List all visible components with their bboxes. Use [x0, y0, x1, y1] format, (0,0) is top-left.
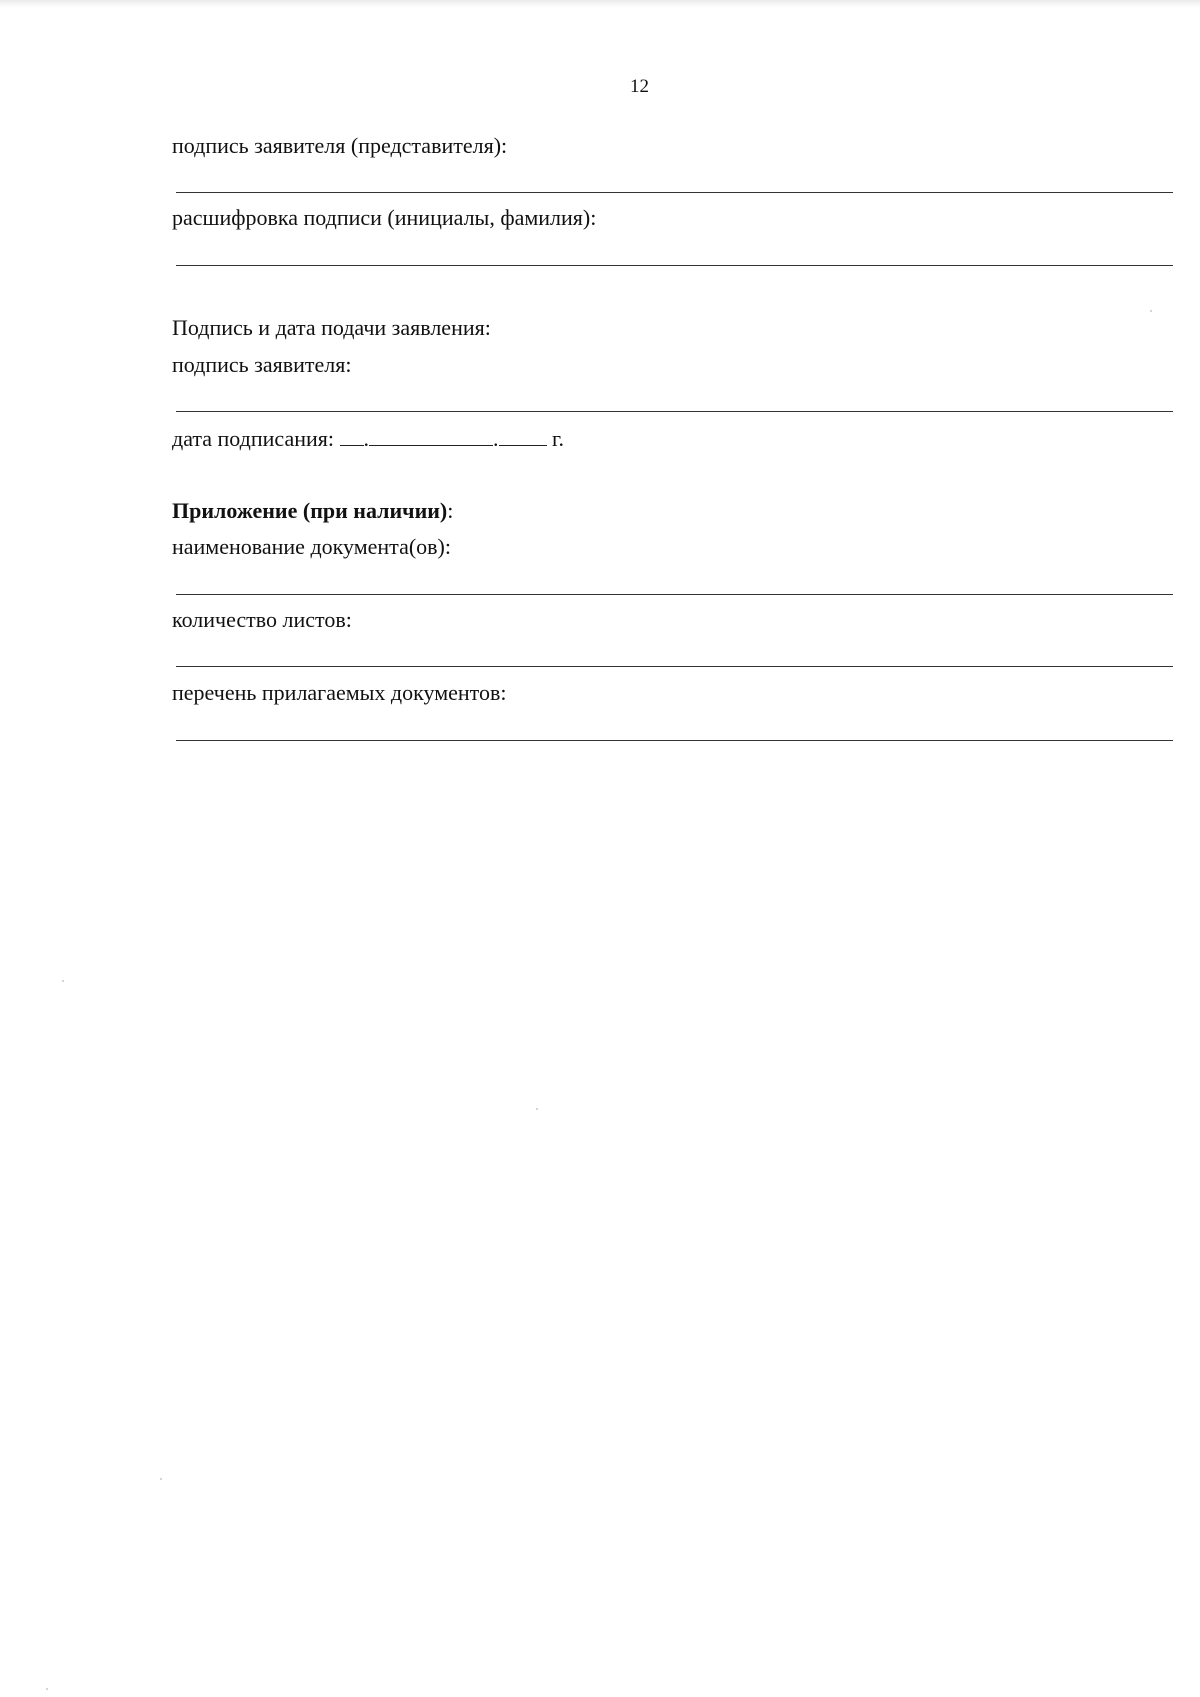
page-number: 12 [630, 76, 649, 97]
documents-list-line[interactable] [176, 740, 1173, 741]
date-separator: . [363, 426, 369, 451]
attachment-heading-bold: Приложение (при наличии) [172, 498, 448, 523]
applicant-representative-signature-line[interactable] [176, 192, 1173, 193]
documents-list-label: перечень прилагаемых документов: [172, 680, 507, 705]
scan-edge [0, 0, 1200, 8]
date-month-blank[interactable] [369, 427, 493, 446]
document-names-label: наименование документа(ов): [172, 534, 451, 559]
date-separator: . [493, 426, 499, 451]
document-names-line[interactable] [176, 594, 1173, 595]
scan-speck [1150, 310, 1152, 312]
year-suffix: г. [552, 426, 565, 451]
applicant-representative-signature-label: подпись заявителя (представителя): [172, 133, 508, 158]
scan-speck [46, 1688, 48, 1690]
applicant-signature-label: подпись заявителя: [172, 352, 352, 377]
date-day-blank[interactable] [340, 427, 364, 446]
scan-speck [536, 1108, 538, 1110]
attachment-heading [172, 497, 453, 525]
signature-decoding-label: расшифровка подписи (инициалы, фамилия): [172, 205, 597, 230]
scan-speck [62, 980, 64, 982]
attachment-heading-colon: : [447, 498, 454, 523]
signature-decoding-line[interactable] [176, 265, 1173, 266]
date-year-blank[interactable] [499, 427, 547, 446]
signing-date-label: дата подписания: [172, 426, 334, 451]
sheet-count-label: количество листов: [172, 607, 352, 632]
submission-heading: Подпись и дата подачи заявления: [172, 315, 491, 340]
scan-speck [160, 1478, 162, 1480]
applicant-signature-line[interactable] [176, 411, 1173, 412]
sheet-count-line[interactable] [176, 666, 1173, 667]
signing-date-row [172, 425, 564, 453]
